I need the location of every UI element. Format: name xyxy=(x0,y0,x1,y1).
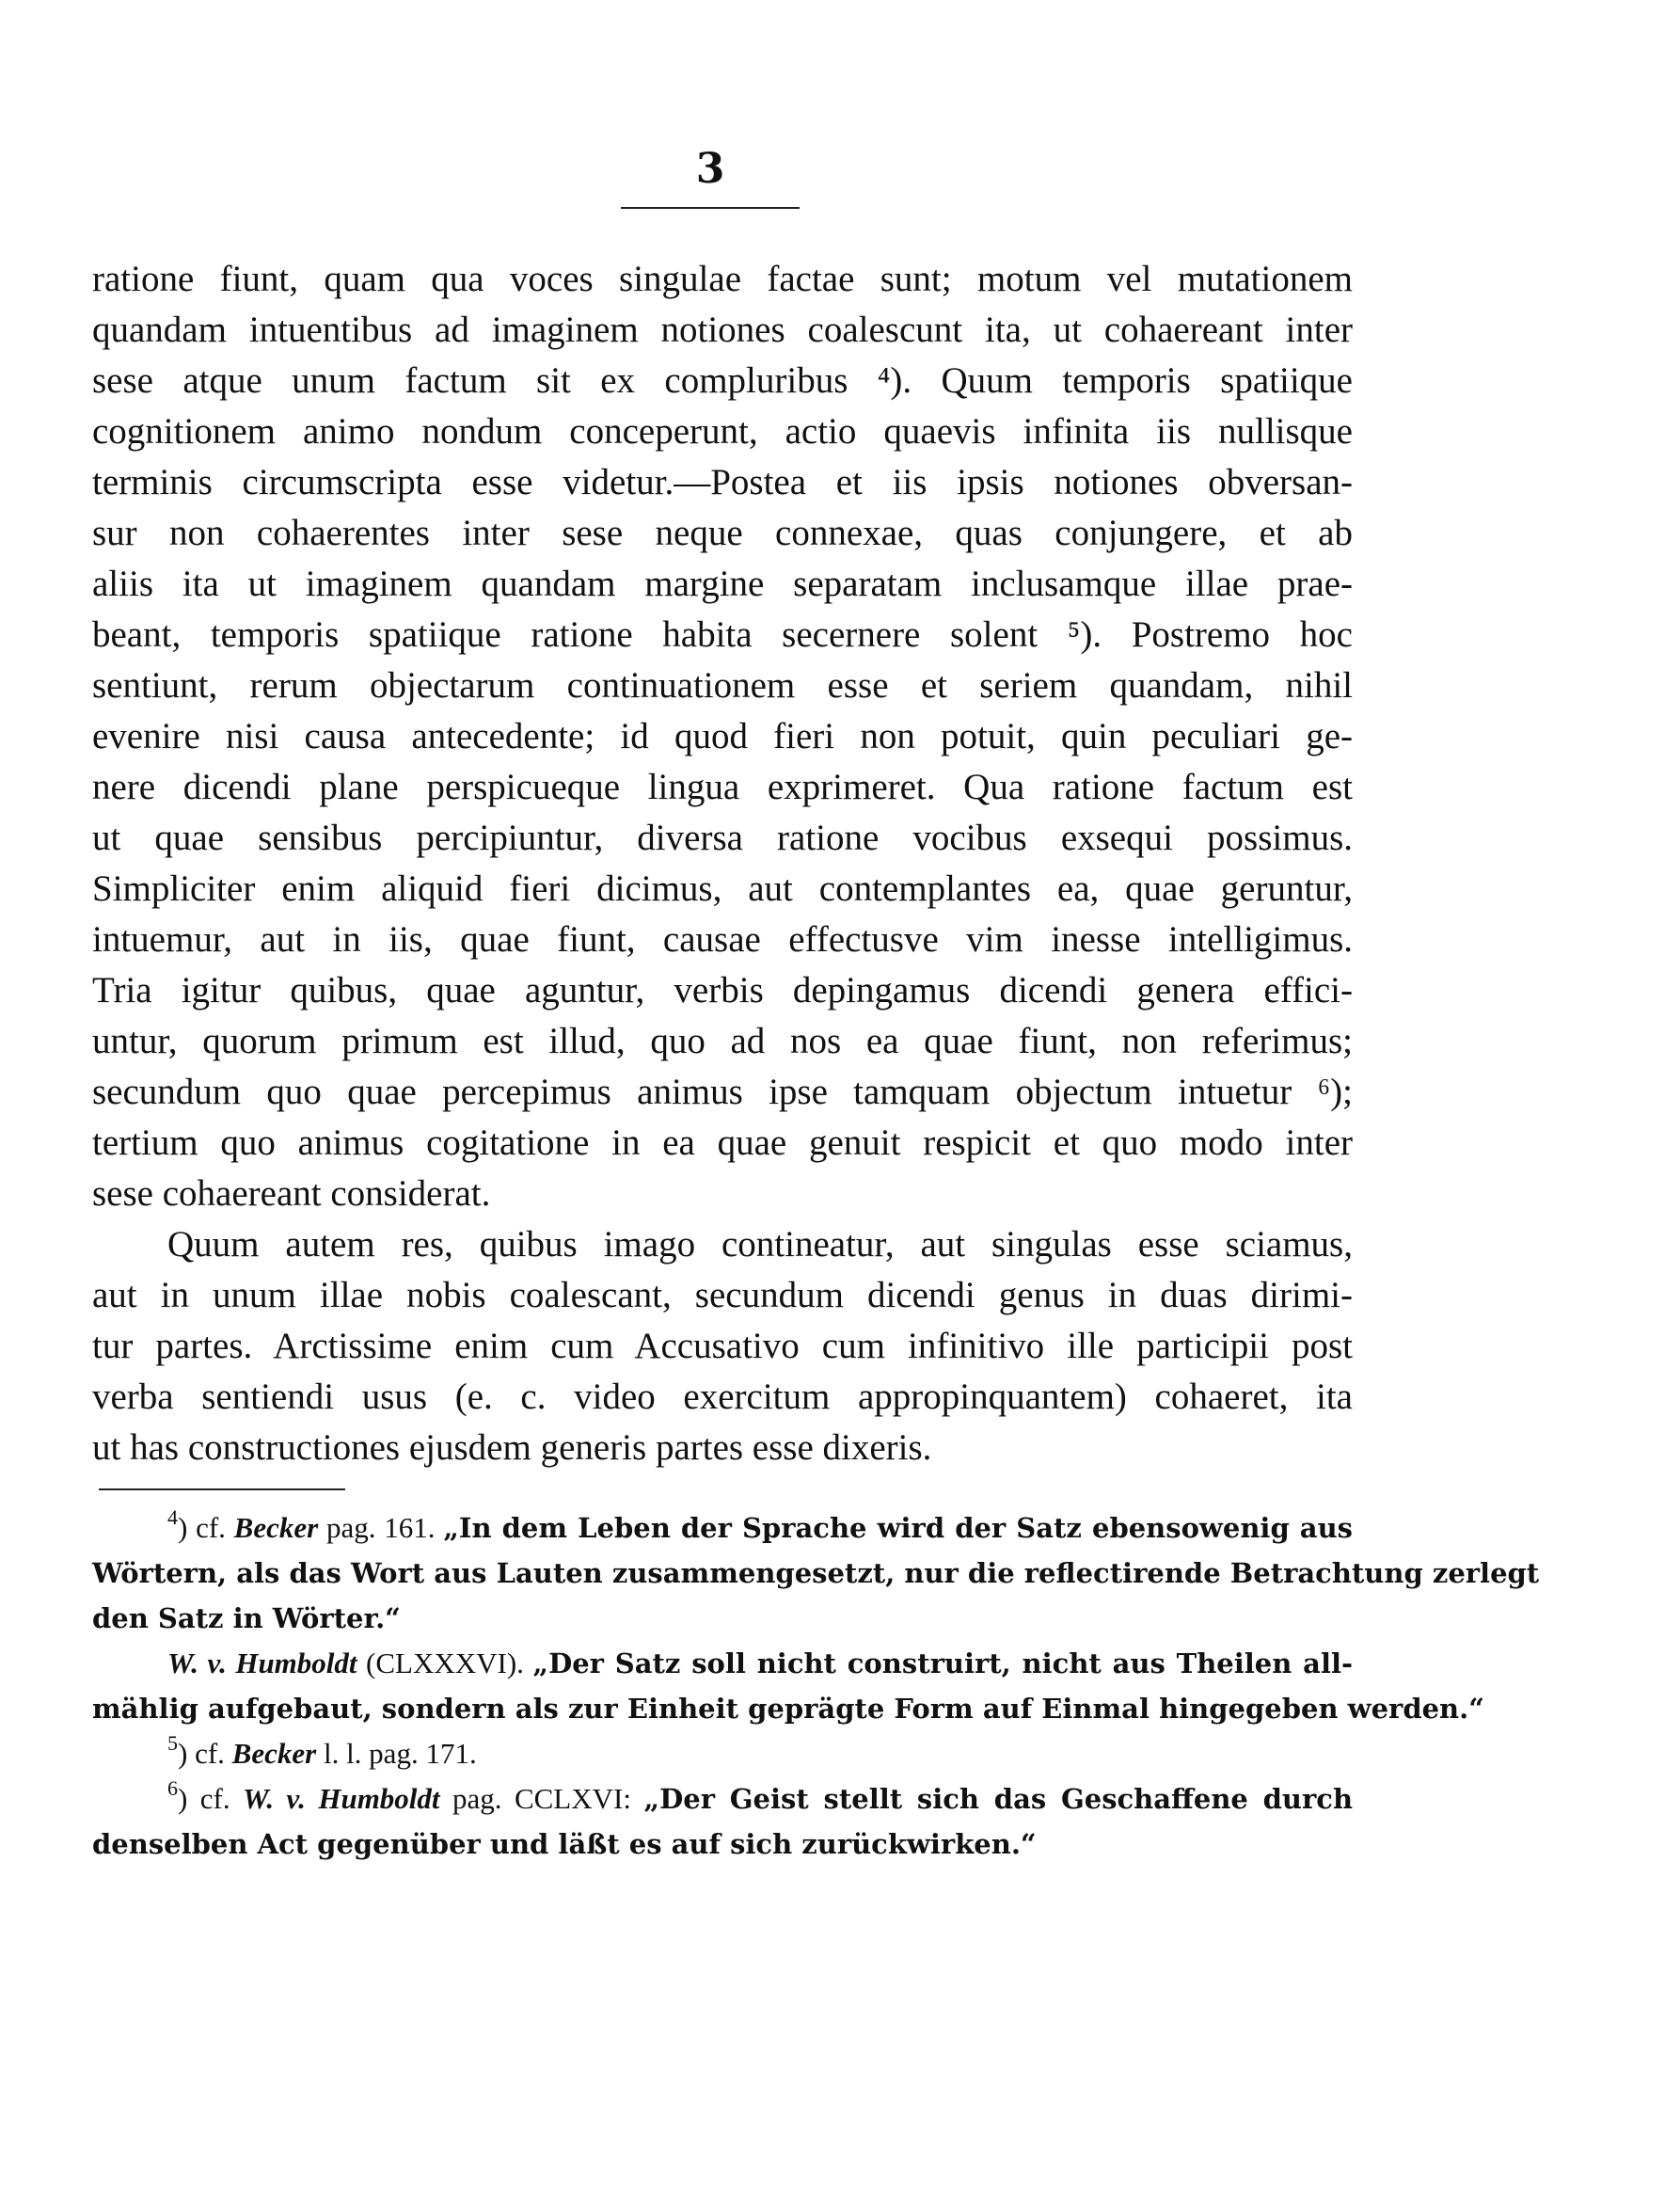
footnote-rule xyxy=(99,1488,345,1490)
text-line: $^6$) cf. W. v. Humboldt pag. CCLXVI: „Der Geist stellt sich das Geschaffene durch xyxy=(167,1776,1354,1815)
footnote-quote: mählig aufgebaut, sondern als zur Einheit geprägte Form auf Einmal hingegeben werden.“ xyxy=(92,1693,1484,1725)
footnote-ref: l. l. pag. 171. xyxy=(323,1737,477,1770)
text-line: sur non cohaerentes inter sese neque connexae, quas conjungere, et ab xyxy=(92,513,1353,553)
text-line: secundum quo quae percepimus animus ipse tamquam objectum intuetur ⁶); xyxy=(92,1072,1353,1112)
text-line: ut has constructiones ejusdem generis partes esse dixeris. xyxy=(92,1427,932,1468)
paragraph xyxy=(92,254,1353,1219)
footnote-quote: „In dem Leben der Sprache wird der Satz ebensowenig aus xyxy=(443,1512,1354,1544)
footnote-4 xyxy=(92,1505,1540,1641)
footnote-prefix: cf. xyxy=(196,1511,226,1544)
footnote-5 xyxy=(92,1731,1353,1776)
footnotes xyxy=(92,1505,1540,1867)
text-line: quandam intuentibus ad imaginem notiones coalescunt ita, ut cohaereant inter xyxy=(92,310,1353,350)
text-line: sese cohaereant considerat. xyxy=(92,1173,491,1214)
footnote-6 xyxy=(92,1776,1353,1867)
footnote-prefix: cf. xyxy=(199,1782,230,1815)
footnote-quote: „Der Satz soll nicht construirt, nicht aus Theilen all- xyxy=(532,1647,1354,1679)
footnote-ref: pag. CCLXVI: xyxy=(452,1782,631,1815)
text-line: $^4$) cf. Becker pag. 161. „In dem Leben der Sprache wird der Satz ebensowenig aus xyxy=(167,1505,1354,1544)
text-line: verba sentiendi usus (e. c. video exercitum appropinquantem) cohaeret, ita xyxy=(92,1377,1353,1417)
text-line: $^5$) cf. Becker l. l. pag. 171. xyxy=(167,1731,477,1770)
text-line: sese atque unum factum sit ex compluribus ⁴). Quum temporis spatiique xyxy=(92,360,1353,401)
text-line: cognitionem animo nondum conceperunt, actio quaevis infinita iis nullisque xyxy=(92,411,1353,452)
text-line: terminis circumscripta esse videtur.—Postea et iis ipsis notiones obversan- xyxy=(92,462,1353,502)
footnote-author: Becker xyxy=(231,1737,317,1770)
footnote-marker: 4 xyxy=(167,1505,178,1529)
footnote-quote: Wörtern, als das Wort aus Lauten zusammengesetzt, nur die reflectirende Betrachtung zerlegt xyxy=(92,1557,1540,1589)
footnote-prefix: cf. xyxy=(195,1737,225,1770)
text-line: Quum autem res, quibus imago contineatur, aut singulas esse sciamus, xyxy=(167,1224,1353,1265)
footnote-author: Becker xyxy=(233,1511,319,1544)
text-line: ut quae sensibus percipiuntur, diversa ratione vocibus exsequi possimus. xyxy=(92,818,1353,858)
text-line: intuemur, aut in iis, quae fiunt, causae effectusve vim inesse intelligimus. xyxy=(92,919,1353,960)
text-line: tur partes. Arctissime enim cum Accusativo cum infinitivo ille participii post xyxy=(92,1326,1353,1366)
text-line: ratione fiunt, quam qua voces singulae factae sunt; motum vel mutationem xyxy=(92,259,1353,299)
footnote-marker: 5 xyxy=(167,1731,178,1755)
footnote-quote: denselben Act gegenüber und läßt es auf sich zurückwirken.“ xyxy=(92,1828,1037,1860)
main-text xyxy=(92,254,1353,1473)
text-line: Tria igitur quibus, quae aguntur, verbis depingamus dicendi genera effici- xyxy=(92,970,1353,1011)
footnote-quote: den Satz in Wörter.“ xyxy=(92,1602,401,1634)
text-line: tertium quo animus cogitatione in ea quae genuit respicit et quo modo inter xyxy=(92,1122,1353,1163)
footnote-ref: pag. 161. xyxy=(325,1511,436,1544)
text-line: nere dicendi plane perspicueque lingua exprimeret. Qua ratione factum est xyxy=(92,767,1353,807)
text-line: untur, quorum primum est illud, quo ad nos ea quae fiunt, non referimus; xyxy=(92,1021,1353,1061)
text-line: aut in unum illae nobis coalescant, secundum dicendi genus in duas dirimi- xyxy=(92,1275,1353,1315)
header-rule xyxy=(621,207,800,209)
text-line xyxy=(92,1641,1353,1686)
text-line: sentiunt, rerum objectarum continuationem esse et seriem quandam, nihil xyxy=(92,665,1353,706)
footnote-author: W. v. Humboldt xyxy=(167,1647,357,1679)
footnote-marker: 6 xyxy=(167,1776,178,1800)
footnote-ref: (CLXXXVI). xyxy=(366,1647,524,1679)
text-line: aliis ita ut imaginem quandam margine separatam inclusamque illae prae- xyxy=(92,564,1353,604)
text-line: beant, temporis spatiique ratione habita secernere solent ⁵). Postremo hoc xyxy=(92,614,1353,655)
footnote-4b xyxy=(92,1641,1484,1731)
footnote-author: W. v. Humboldt xyxy=(243,1782,440,1815)
page-number: 3 xyxy=(695,145,725,193)
text-line: evenire nisi causa antecedente; id quod fieri non potuit, quin peculiari ge- xyxy=(92,716,1353,756)
text-line: Simpliciter enim aliquid fieri dicimus, aut contemplantes ea, quae geruntur, xyxy=(92,868,1353,909)
paragraph xyxy=(92,1219,1353,1473)
footnote-quote: „Der Geist stellt sich das Geschaffene durch xyxy=(643,1783,1354,1815)
